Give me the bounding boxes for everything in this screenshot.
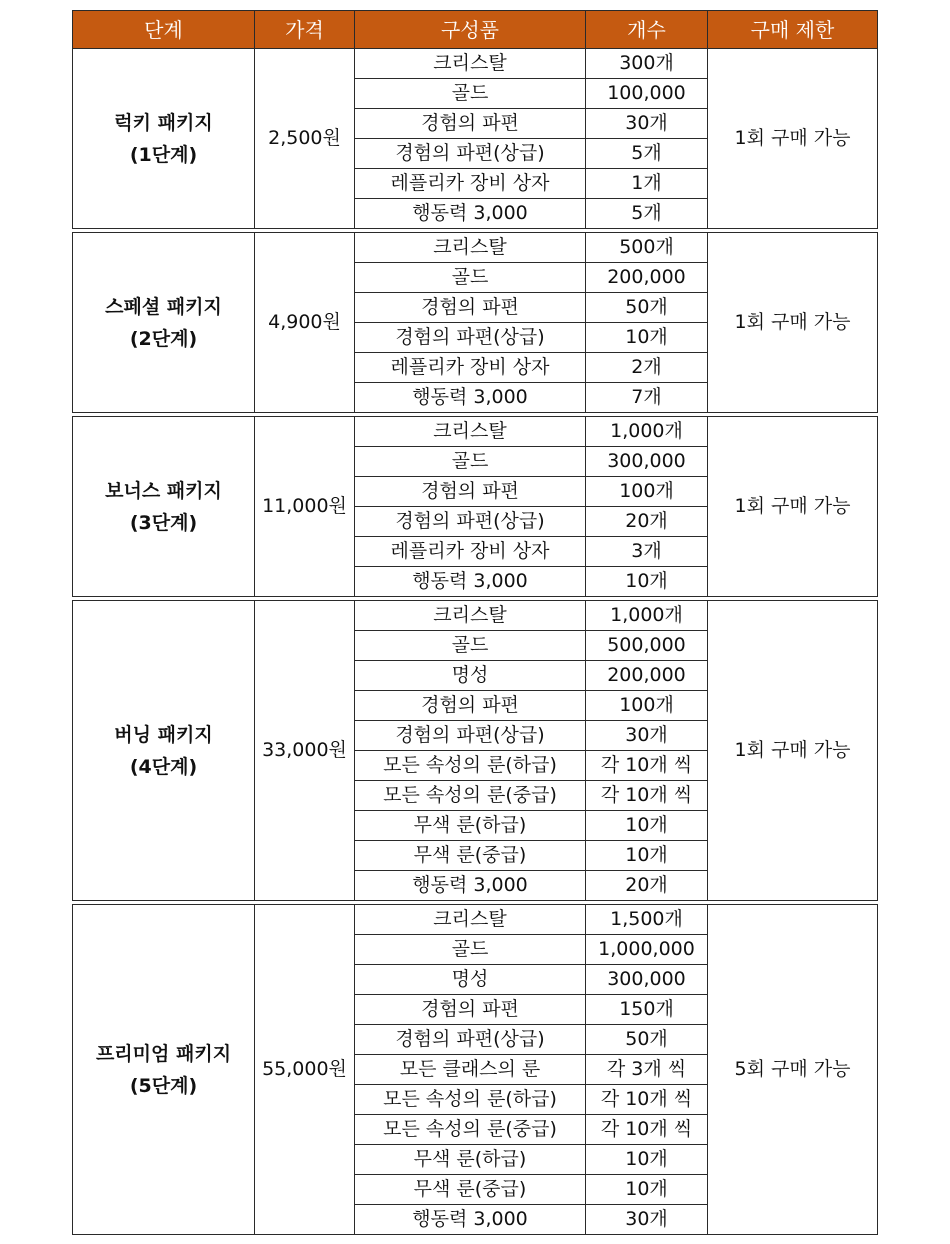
item-count: 1개	[586, 169, 708, 199]
header-row	[73, 11, 878, 49]
item-count: 50개	[586, 293, 708, 323]
item-count: 200,000	[586, 263, 708, 293]
item-count: 7개	[586, 383, 708, 413]
item-name: 행동력 3,000	[355, 567, 586, 597]
item-count: 300,000	[586, 965, 708, 995]
package-price: 33,000원	[255, 601, 355, 901]
package-stage: (2단계)	[129, 327, 198, 350]
item-name: 행동력 3,000	[355, 871, 586, 901]
item-count: 각 10개 씩	[586, 1085, 708, 1115]
table-row	[73, 233, 878, 263]
item-name: 모든 속성의 룬(중급)	[355, 781, 586, 811]
item-name: 경험의 파편(상급)	[355, 139, 586, 169]
package-stage: (1단계)	[129, 143, 198, 166]
package-price: 2,500원	[255, 49, 355, 229]
item-count: 50개	[586, 1025, 708, 1055]
package-table-document	[72, 10, 877, 1235]
purchase-limit: 1회 구매 가능	[708, 233, 878, 413]
item-count: 500개	[586, 233, 708, 263]
item-count: 10개	[586, 811, 708, 841]
item-count: 1,000개	[586, 417, 708, 447]
item-name: 레플리카 장비 상자	[355, 537, 586, 567]
item-count: 20개	[586, 871, 708, 901]
item-count: 10개	[586, 1145, 708, 1175]
item-name: 레플리카 장비 상자	[355, 353, 586, 383]
item-name: 명성	[355, 661, 586, 691]
header-price: 가격	[255, 11, 355, 49]
item-name: 무색 룬(하급)	[355, 1145, 586, 1175]
package-name-cell	[73, 905, 255, 1235]
item-count: 30개	[586, 109, 708, 139]
item-count: 200,000	[586, 661, 708, 691]
package-stage: (3단계)	[129, 511, 198, 534]
item-name: 경험의 파편	[355, 995, 586, 1025]
item-name: 크리스탈	[355, 49, 586, 79]
table-row	[73, 417, 878, 447]
package-name-cell	[73, 233, 255, 413]
item-count: 각 10개 씩	[586, 1115, 708, 1145]
table-row	[73, 601, 878, 631]
item-count: 각 3개 씩	[586, 1055, 708, 1085]
item-name: 크리스탈	[355, 233, 586, 263]
item-count: 10개	[586, 323, 708, 353]
item-count: 각 10개 씩	[586, 751, 708, 781]
package-price: 4,900원	[255, 233, 355, 413]
item-count: 각 10개 씩	[586, 781, 708, 811]
package-name-cell	[73, 49, 255, 229]
item-name: 명성	[355, 965, 586, 995]
item-name: 모든 클래스의 룬	[355, 1055, 586, 1085]
item-count: 500,000	[586, 631, 708, 661]
item-name: 크리스탈	[355, 905, 586, 935]
item-count: 1,000개	[586, 601, 708, 631]
item-count: 30개	[586, 721, 708, 751]
header-count: 개수	[586, 11, 708, 49]
package-name: 프리미엄 패키지	[95, 1042, 232, 1065]
item-count: 10개	[586, 841, 708, 871]
item-count: 100개	[586, 477, 708, 507]
item-name: 골드	[355, 935, 586, 965]
table-row	[73, 49, 878, 79]
item-name: 모든 속성의 룬(하급)	[355, 1085, 586, 1115]
package-name-cell	[73, 417, 255, 597]
item-count: 5개	[586, 199, 708, 229]
item-name: 골드	[355, 79, 586, 109]
header-items: 구성품	[355, 11, 586, 49]
item-name: 레플리카 장비 상자	[355, 169, 586, 199]
item-name: 골드	[355, 447, 586, 477]
item-count: 100개	[586, 691, 708, 721]
package-name: 버닝 패키지	[114, 723, 213, 746]
item-count: 300개	[586, 49, 708, 79]
purchase-limit: 1회 구매 가능	[708, 417, 878, 597]
purchase-limit: 1회 구매 가능	[708, 49, 878, 229]
item-name: 골드	[355, 631, 586, 661]
package-stage: (4단계)	[129, 755, 198, 778]
package-price: 55,000원	[255, 905, 355, 1235]
package-stage: (5단계)	[129, 1074, 198, 1097]
item-name: 크리스탈	[355, 601, 586, 631]
item-count: 1,000,000	[586, 935, 708, 965]
item-count: 5개	[586, 139, 708, 169]
item-name: 골드	[355, 263, 586, 293]
table-row	[73, 905, 878, 935]
item-name: 모든 속성의 룬(중급)	[355, 1115, 586, 1145]
package-name: 럭키 패키지	[114, 111, 213, 134]
item-name: 경험의 파편	[355, 477, 586, 507]
item-count: 100,000	[586, 79, 708, 109]
item-name: 행동력 3,000	[355, 383, 586, 413]
item-count: 1,500개	[586, 905, 708, 935]
item-count: 30개	[586, 1205, 708, 1235]
item-name: 무색 룬(하급)	[355, 811, 586, 841]
item-count: 2개	[586, 353, 708, 383]
item-name: 경험의 파편	[355, 109, 586, 139]
item-name: 경험의 파편(상급)	[355, 721, 586, 751]
item-name: 경험의 파편	[355, 691, 586, 721]
header-limit: 구매 제한	[708, 11, 878, 49]
item-name: 경험의 파편	[355, 293, 586, 323]
item-name: 모든 속성의 룬(하급)	[355, 751, 586, 781]
package-body	[73, 49, 878, 1235]
header-stage: 단계	[73, 11, 255, 49]
item-name: 무색 룬(중급)	[355, 841, 586, 871]
item-count: 3개	[586, 537, 708, 567]
package-name: 보너스 패키지	[105, 479, 222, 502]
package-table	[72, 10, 878, 1235]
purchase-limit: 1회 구매 가능	[708, 601, 878, 901]
item-name: 경험의 파편(상급)	[355, 1025, 586, 1055]
item-count: 300,000	[586, 447, 708, 477]
item-name: 경험의 파편(상급)	[355, 323, 586, 353]
item-name: 행동력 3,000	[355, 1205, 586, 1235]
package-name: 스페셜 패키지	[105, 295, 222, 318]
item-count: 150개	[586, 995, 708, 1025]
item-name: 무색 룬(중급)	[355, 1175, 586, 1205]
item-count: 10개	[586, 1175, 708, 1205]
package-name-cell	[73, 601, 255, 901]
item-count: 10개	[586, 567, 708, 597]
item-name: 행동력 3,000	[355, 199, 586, 229]
purchase-limit: 5회 구매 가능	[708, 905, 878, 1235]
item-name: 경험의 파편(상급)	[355, 507, 586, 537]
package-price: 11,000원	[255, 417, 355, 597]
item-name: 크리스탈	[355, 417, 586, 447]
item-count: 20개	[586, 507, 708, 537]
